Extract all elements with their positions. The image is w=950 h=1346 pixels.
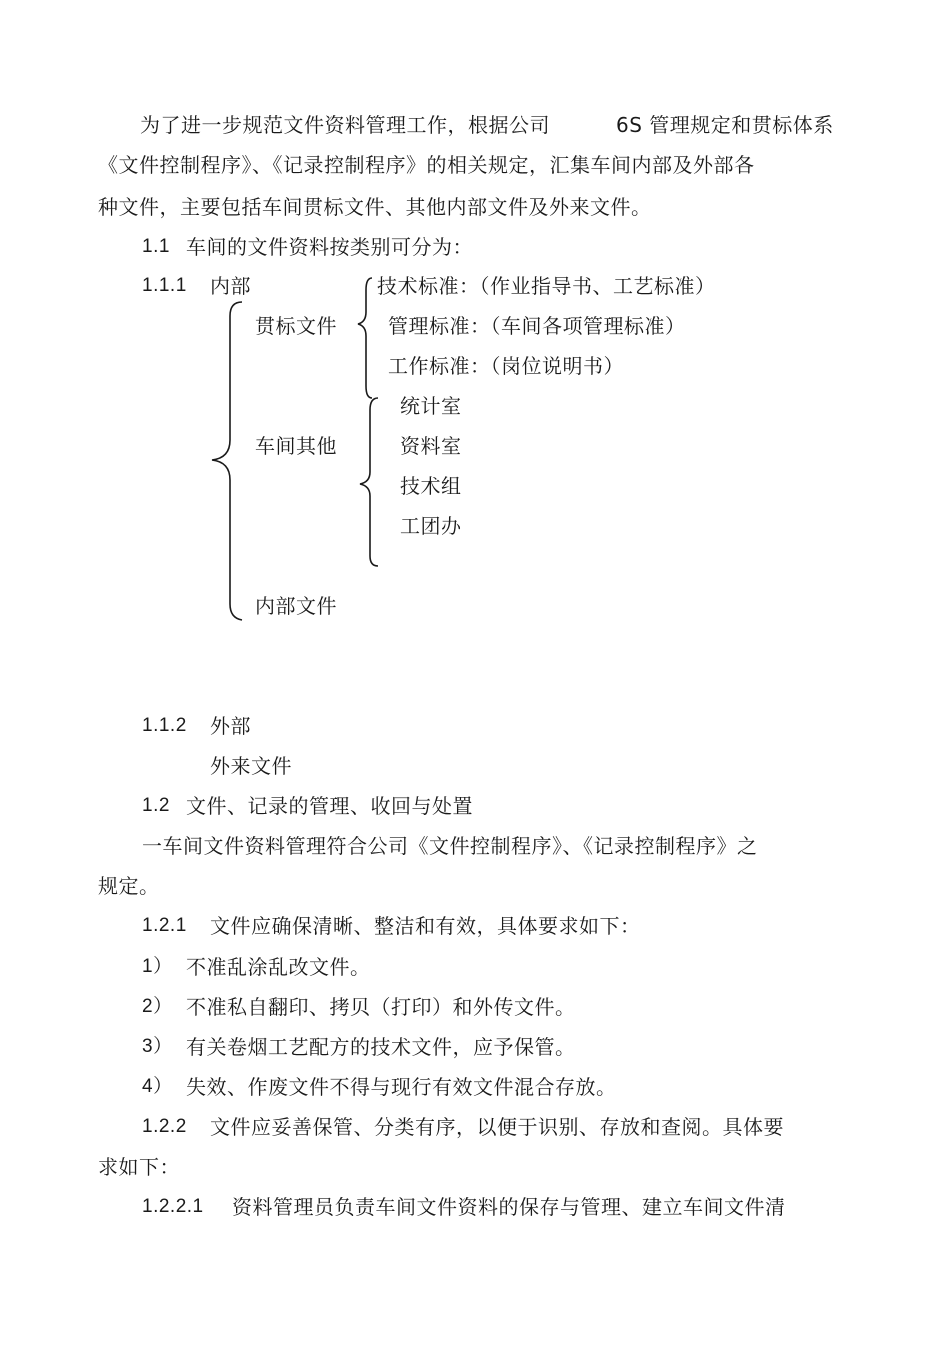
list-item-3-number: 3） [142, 1036, 173, 1057]
section-1-1-1-number: 1.1.1 [142, 275, 187, 296]
section-1-2-para-line-2: 规定。 [98, 874, 160, 898]
group-internal: 内部文件 [255, 594, 337, 618]
section-1-1-1-title: 内部 [210, 274, 251, 298]
room-archive: 资料室 [400, 434, 462, 458]
brace-internal [212, 302, 242, 620]
section-1-1-title: 车间的文件资料按类别可分为： [186, 235, 473, 259]
list-item-2-number: 2） [142, 996, 173, 1017]
group-other: 车间其他 [255, 434, 337, 458]
room-union-office: 工团办 [400, 514, 462, 538]
section-1-2-title: 文件、记录的管理、收回与处置 [186, 794, 473, 818]
brace-guanbiao [358, 278, 372, 398]
list-item-1-number: 1） [142, 956, 173, 977]
room-statistics: 统计室 [400, 394, 462, 418]
section-1-2-2-1-text: 资料管理员负责车间文件资料的保存与管理、建立车间文件清 [232, 1195, 786, 1219]
standard-work: 工作标准：（岗位说明书） [388, 354, 624, 378]
standard-technical: 技术标准：（作业指导书、工艺标准） [377, 274, 716, 298]
section-1-2-2-title-line-2: 求如下： [98, 1155, 180, 1179]
section-1-2-para-line-1: 一车间文件资料管理符合公司《文件控制程序》、《记录控制程序》之 [142, 834, 758, 858]
intro-line-2: 《文件控制程序》、《记录控制程序》的相关规定，汇集车间内部及外部各 [98, 153, 755, 177]
section-1-1-2-number: 1.1.2 [142, 715, 187, 736]
section-1-2-1-title: 文件应确保清晰、整洁和有效，具体要求如下： [210, 914, 641, 938]
list-item-4-number: 4） [142, 1076, 173, 1097]
brace-other [360, 398, 378, 566]
intro-line-3: 种文件，主要包括车间贯标文件、其他内部文件及外来文件。 [98, 195, 652, 219]
section-1-2-2-number: 1.2.2 [142, 1116, 187, 1137]
list-item-3-text: 有关卷烟工艺配方的技术文件，应予保管。 [186, 1035, 576, 1059]
section-1-2-2-1-number: 1.2.2.1 [142, 1196, 204, 1217]
standard-management: 管理标准：（车间各项管理标准） [388, 314, 686, 338]
section-1-1-number: 1.1 [142, 236, 170, 257]
list-item-2-text: 不准私自翻印、拷贝（打印）和外传文件。 [186, 995, 576, 1019]
group-guanbiao: 贯标文件 [255, 314, 337, 338]
section-1-2-2-title-line-1: 文件应妥善保管、分类有序，以便于识别、存放和查阅。具体要 [210, 1115, 784, 1139]
section-1-2-1-number: 1.2.1 [142, 915, 187, 936]
section-1-1-2-title: 外部 [210, 714, 251, 738]
room-technical-group: 技术组 [400, 474, 462, 498]
list-item-4-text: 失效、作废文件不得与现行有效文件混合存放。 [186, 1075, 617, 1099]
section-1-2-number: 1.2 [142, 795, 170, 816]
external-documents: 外来文件 [210, 754, 292, 778]
intro-line-1b: 6S 管理规定和贯标体系 [616, 113, 834, 137]
list-item-1-text: 不准乱涂乱改文件。 [186, 955, 371, 979]
intro-line-1a: 为了进一步规范文件资料管理工作，根据公司 [140, 113, 550, 137]
